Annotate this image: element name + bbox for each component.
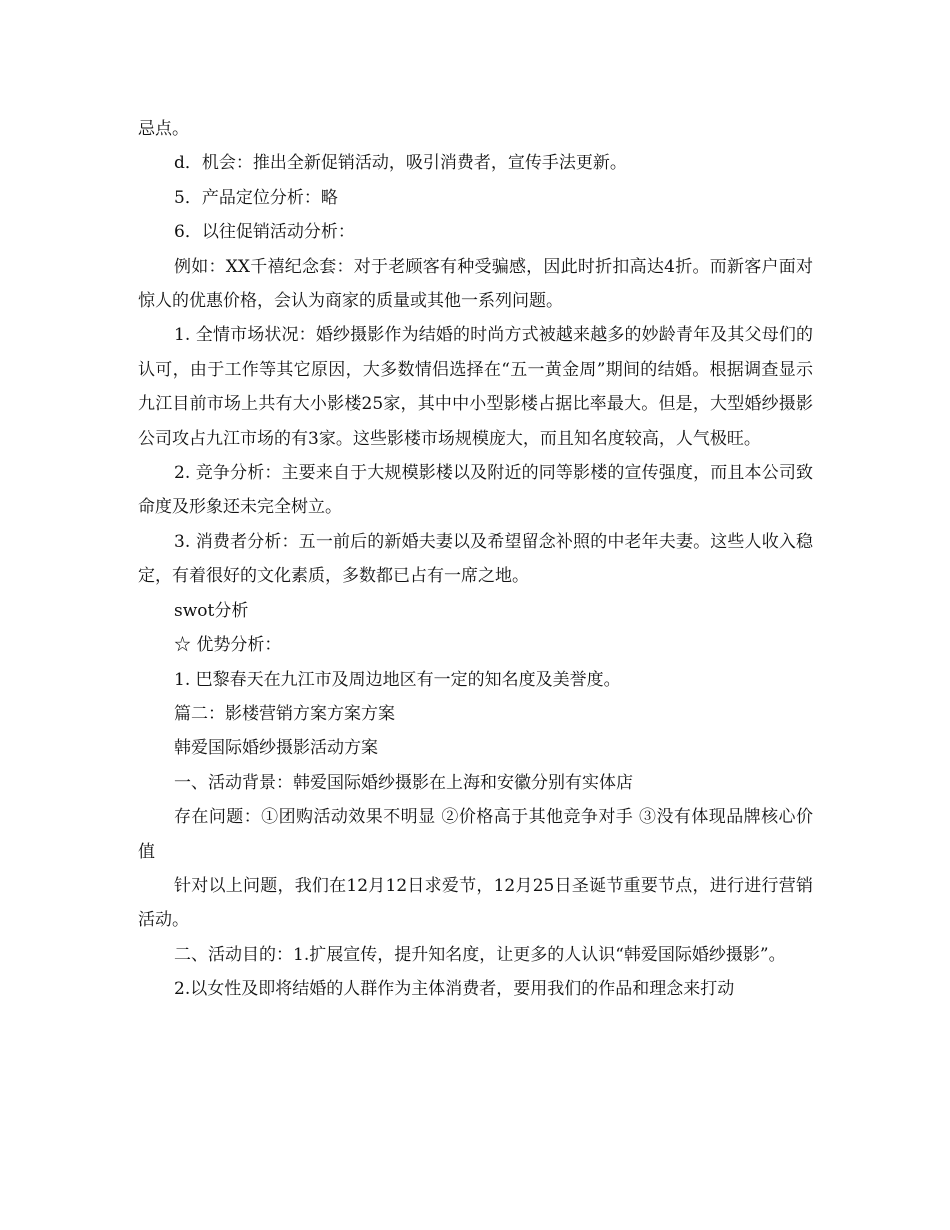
paragraph-past-promotions: 6．以往促销活动分析：	[174, 222, 355, 243]
paragraph-market-status: 1. 全情市场状况：婚纱摄影作为结婚的时尚方式被越来越多的妙龄青年及其父母们的认可，由于工作等其它原因，大多数情侣选择在“五一黄金周”期间的结婚。根据调查显示九江目前市场上共有大小影楼25家，其中中小型影楼占据比率最大。但是，大型婚纱摄影公司攻占九江市场的有3家。这些影楼市场规模庞大，而且知名度较高，人气极旺。	[138, 325, 813, 449]
paragraph-strength-1: 1. 巴黎春天在九江市及周边地区有一定的知名度及美誉度。	[174, 669, 621, 690]
paragraph-consumer: 3. 消费者分析：五一前后的新婚夫妻以及希望留念补照的中老年夫妻。这些人收入稳定，有着很好的文化素质，多数都已占有一席之地。	[138, 531, 813, 587]
paragraph-background: 一、活动背景：韩爱国际婚纱摄影在上海和安徽分别有实体店	[174, 772, 633, 793]
paragraph-target-audience: 2.以女性及即将结婚的人群作为主体消费者，要用我们的作品和理念来打动	[174, 979, 735, 1000]
paragraph-example: 例如：XX千禧纪念套：对于老顾客有种受骗感，因此时折扣高达4折。而新客户面对惊人的优惠价格，会认为商家的质量或其他一系列问题。	[138, 256, 813, 312]
paragraph-response: 针对以上问题，我们在12月12日求爱节，12月25日圣诞节重要节点，进行进行营销活动。	[138, 875, 813, 931]
paragraph-opportunity: d．机会：推出全新促销活动，吸引消费者，宣传手法更新。	[174, 153, 627, 174]
paragraph-problems: 存在问题：①团购活动效果不明显 ②价格高于其他竞争对手 ③没有体现品牌核心价值	[138, 807, 813, 862]
paragraph-swot-heading: swot分析	[174, 600, 249, 621]
document-body	[138, 112, 813, 1007]
paragraph-continuation: 忌点。	[138, 119, 189, 139]
paragraph-strengths-heading: ☆ 优势分析：	[174, 635, 282, 656]
paragraph-chapter-two: 篇二：影楼营销方案方案方案	[174, 703, 395, 724]
paragraph-plan-title: 韩爱国际婚纱摄影活动方案	[174, 738, 378, 759]
paragraph-competition: 2. 竞争分析：主要来自于大规模影楼以及附近的同等影楼的宣传强度，而且本公司致命度及形象还未完全树立。	[138, 463, 813, 518]
paragraph-purpose: 二、活动目的：1.扩展宣传，提升知名度，让更多的人认识“韩爱国际婚纱摄影”。	[174, 944, 786, 965]
paragraph-product-positioning: 5．产品定位分析：略	[174, 187, 338, 208]
